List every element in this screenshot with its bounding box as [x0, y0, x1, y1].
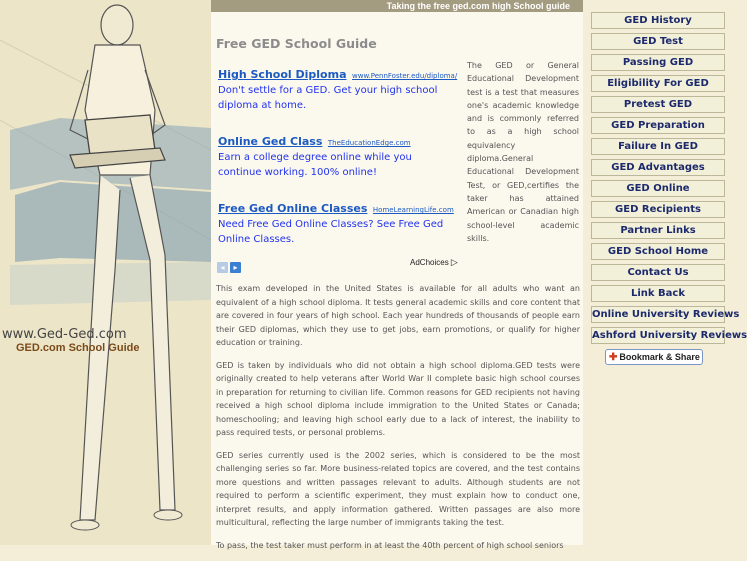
- nav-item-ged-online[interactable]: GED Online: [591, 180, 725, 197]
- nav-item-ged-test[interactable]: GED Test: [591, 33, 725, 50]
- right-navigation: [591, 12, 747, 348]
- bookmark-share-button[interactable]: [605, 349, 703, 365]
- bookmark-share-label: Bookmark & Share: [619, 352, 700, 362]
- nav-item-ged-school-home[interactable]: GED School Home: [591, 243, 725, 260]
- ad-title-link[interactable]: High School Diploma: [218, 68, 347, 81]
- ad-title-link[interactable]: Online Ged Class: [218, 135, 323, 148]
- student-laptop-illustration: [0, 0, 211, 545]
- header-strip: Taking the free ged.com high School guide: [211, 0, 583, 12]
- ad-item: [218, 202, 458, 247]
- nav-item-ged-advantages[interactable]: GED Advantages: [591, 159, 725, 176]
- ad-description[interactable]: Don't settle for a GED. Get your high school diploma at home.: [218, 85, 438, 111]
- chevron-left-icon[interactable]: ◂: [217, 262, 228, 273]
- nav-item-ged-history[interactable]: GED History: [591, 12, 725, 29]
- nav-item-passing-ged[interactable]: Passing GED: [591, 54, 725, 71]
- left-illustration-panel: [0, 0, 211, 545]
- site-tagline: GED.com School Guide: [16, 342, 140, 354]
- ad-block: [218, 68, 458, 269]
- ad-item: [218, 135, 458, 180]
- adchoices-link[interactable]: [410, 257, 458, 268]
- adchoices-icon: ▷: [450, 257, 458, 267]
- ad-url-link[interactable]: TheEducationEdge.com: [327, 139, 411, 147]
- nav-item-ged-recipients[interactable]: GED Recipients: [591, 201, 725, 218]
- nav-item-link-back[interactable]: Link Back: [591, 285, 725, 302]
- article-paragraph: GED is taken by individuals who did not obtain a high school diploma.GED tests were originally created to help veterans after World War II complete basic high school courses in preparation for returning to civilian life. Common reasons for GED recipients not having received a high school diploma include immigration to the United States or Canada; homeschooling; and leaving high school early due to a lack of interest, the inability to pass required tests, or personal problems.: [216, 360, 580, 437]
- article-paragraph: This exam developed in the United States is available for all adults who want an equivalent of a high school diploma. It tests general academic skills and core content that are covered in four years of high school. Each year hundreds of thousands of people earn their GED diplomas, which they use to get jobs, earn promotions, or qualify for higher education or training.: [216, 284, 580, 347]
- plus-icon: ✚: [609, 352, 618, 363]
- adchoices-label: AdChoices: [410, 258, 449, 267]
- nav-item-eligibility[interactable]: Eligibility For GED: [591, 75, 725, 92]
- nav-item-failure-in-ged[interactable]: Failure In GED: [591, 138, 725, 155]
- nav-item-partner-links[interactable]: Partner Links: [591, 222, 725, 239]
- main-content: [211, 12, 583, 550]
- ad-navigation: [217, 255, 243, 274]
- nav-item-ged-preparation[interactable]: GED Preparation: [591, 117, 725, 134]
- page-title: Free GED School Guide: [216, 36, 377, 51]
- nav-item-ashford-university-reviews[interactable]: Ashford University Reviews: [591, 327, 725, 344]
- nav-item-pretest-ged[interactable]: Pretest GED: [591, 96, 725, 113]
- site-url-text: www.Ged-Ged.com: [2, 327, 127, 342]
- article-paragraph: To pass, the test taker must perform in at least the 40th percent of high school seniors: [216, 540, 564, 550]
- ad-url-link[interactable]: HomeLearningLife.com: [372, 206, 454, 214]
- ad-title-link[interactable]: Free Ged Online Classes: [218, 202, 368, 215]
- ad-item: [218, 68, 458, 113]
- ad-url-link[interactable]: www.PennFoster.edu/diploma/: [352, 72, 458, 80]
- ad-description[interactable]: Need Free Ged Online Classes? See Free Ged Online Classes.: [218, 219, 444, 245]
- article-body: [216, 282, 580, 561]
- nav-item-online-university-reviews[interactable]: Online University Reviews: [591, 306, 725, 323]
- article-paragraph: GED series currently used is the 2002 series, which is considered to be the most challenging series so far. More business-related topics are covered, and the test contains more questions and written passages relevant to adults. Although students are not required to perform a scientific experiment, they must explain how to conduct one, interpret results, and apply information gathered. Written passages are also more multicultural, reflecting the large number of immigrants taking the test.: [216, 450, 580, 527]
- intro-side-paragraph: The GED or General Educational Development test is a test that measures one's academic knowledge and is commonly referred to as a high school equivalency diploma.General Educational Development Test, or GED,certifies the taker has attained American or Canadian high school-level academic skills.: [467, 61, 579, 243]
- ad-description[interactable]: Earn a college degree online while you continue working. 100% online!: [218, 152, 412, 178]
- chevron-right-icon[interactable]: ▸: [230, 262, 241, 273]
- nav-item-contact-us[interactable]: Contact Us: [591, 264, 725, 281]
